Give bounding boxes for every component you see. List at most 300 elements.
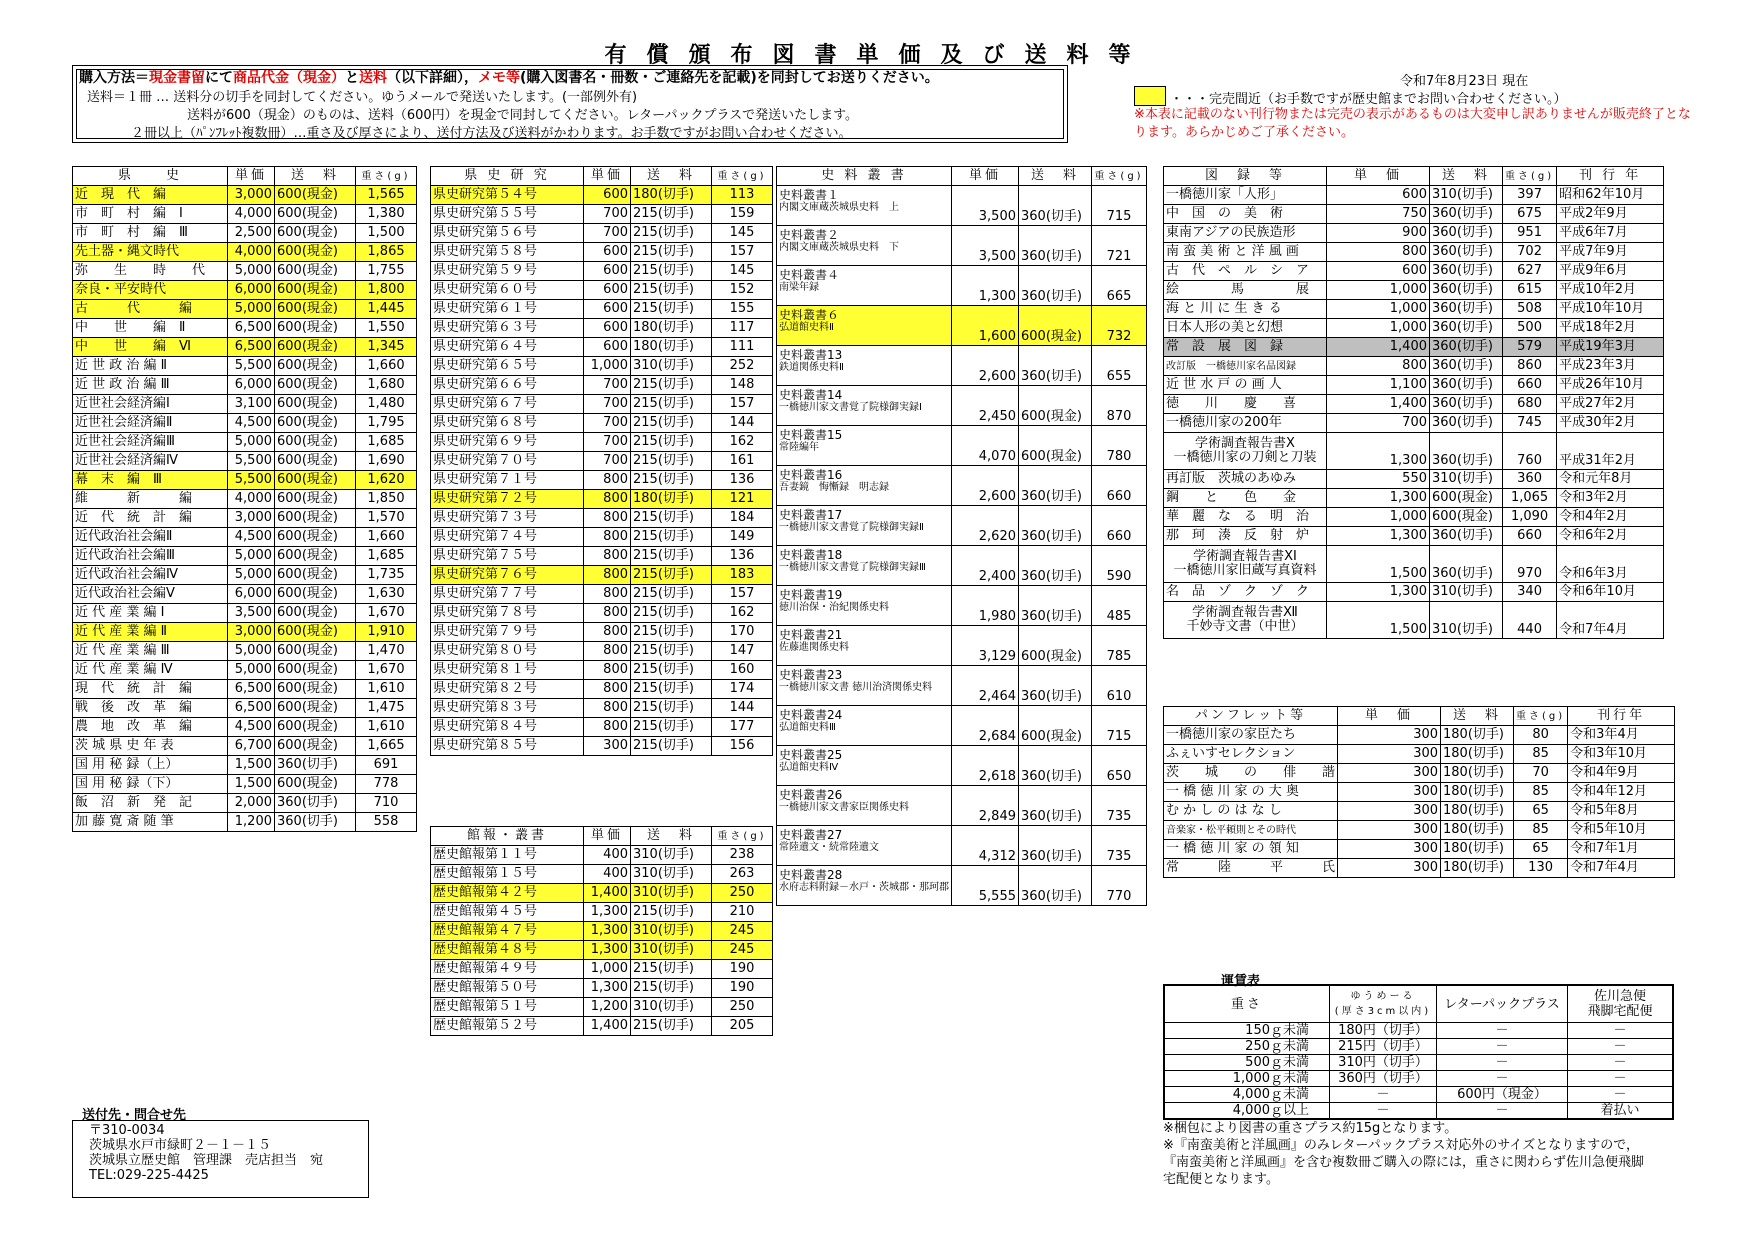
weight: 113 — [712, 186, 773, 205]
shipping-fee: 600(現金) — [275, 319, 356, 338]
weight: 159 — [712, 205, 773, 224]
table-row — [431, 941, 773, 960]
weight: 145 — [712, 262, 773, 281]
table-row — [777, 706, 1147, 746]
shipping-fee: 360(切手) — [1430, 433, 1503, 470]
item-name: 近 代 統 計 編 — [73, 509, 228, 528]
shipping-fee: 215(切手) — [631, 224, 712, 243]
weight: 440 — [1503, 602, 1557, 639]
item-name: 歴史館報第４８号 — [431, 941, 584, 960]
column-header: 送 料 — [275, 167, 356, 186]
unit-price: 5,500 — [228, 471, 275, 490]
unit-price: 6,500 — [228, 338, 275, 357]
shipping-fee: 360(切手) — [1019, 786, 1092, 826]
sagawa-fee: 着払い — [1568, 1103, 1674, 1120]
shipping-fee: 215(切手) — [631, 300, 712, 319]
table-row — [1164, 1039, 1673, 1055]
weight: 1,565 — [356, 186, 417, 205]
unit-price: 1,500 — [228, 775, 275, 794]
shipping-fee: 215(切手) — [631, 903, 712, 922]
table-row — [431, 585, 773, 604]
item-name: 県史研究第６７号 — [431, 395, 584, 414]
item-name — [777, 186, 952, 226]
item-name: 近代政治社会編Ⅴ — [73, 585, 228, 604]
shipping-fee: 600(現金) — [275, 338, 356, 357]
shipping-fee: 215(切手) — [631, 547, 712, 566]
item-name: 華 麗 な る 明 治 — [1164, 508, 1327, 527]
table-row — [73, 490, 417, 509]
weight: 130 — [1514, 859, 1568, 878]
item-name: 歴史館報第４９号 — [431, 960, 584, 979]
table-row — [1164, 583, 1664, 602]
table-row — [777, 426, 1147, 466]
shipping-fee: 600(現金) — [275, 718, 356, 737]
header-line: ゆうめーる — [1350, 991, 1416, 1002]
discontinued-note: ※本表に記載のない刊行物または完売の表示があるものは大変申し訳ありませんが販売終了となります。あらかじめご了承ください。 — [1134, 107, 1691, 140]
table-row — [1164, 1071, 1673, 1087]
unit-price: 1,980 — [952, 586, 1019, 626]
table-row — [1164, 783, 1675, 802]
table-row — [73, 680, 417, 699]
weight: 710 — [356, 794, 417, 813]
unit-price: 1,000 — [584, 960, 631, 979]
series-number: 史料叢書４ — [779, 268, 840, 282]
unit-price: 600 — [584, 281, 631, 300]
publish-date: 昭和62年10月 — [1557, 186, 1664, 205]
item-name — [777, 626, 952, 666]
weight: 951 — [1503, 224, 1557, 243]
weight-range: 4,000ｇ以上 — [1164, 1103, 1330, 1120]
unit-price: 700 — [584, 452, 631, 471]
item-name — [777, 706, 952, 746]
series-subtitle: 弘道館史料Ⅳ — [779, 762, 839, 773]
item-name: 国 用 秘 録（上） — [73, 756, 228, 775]
purchase-method-part: （以下詳細）， — [387, 70, 478, 86]
shipping-fee: 600(現金) — [1019, 706, 1092, 746]
item-name: 一 橋 徳 川 家 の 領 知 — [1164, 840, 1338, 859]
unit-price: 300 — [584, 737, 631, 756]
publish-date: 平成18年2月 — [1557, 319, 1664, 338]
item-name: 市 町 村 編 Ⅲ — [73, 224, 228, 243]
unit-price: 600 — [584, 338, 631, 357]
freight-table — [1163, 984, 1674, 1120]
table-row — [777, 266, 1147, 306]
weight: 1,610 — [356, 718, 417, 737]
table-row — [431, 205, 773, 224]
shipping-fee: 360(切手) — [1430, 357, 1503, 376]
shipping-fee: 600(現金) — [275, 224, 356, 243]
purchase-method-part: にて — [205, 70, 233, 86]
item-name — [777, 306, 952, 346]
unit-price: 400 — [584, 846, 631, 865]
shipping-fee: 600(現金) — [275, 357, 356, 376]
publish-date: 令和5年8月 — [1568, 802, 1675, 821]
weight: 1,670 — [356, 661, 417, 680]
unit-price: 2,849 — [952, 786, 1019, 826]
legend-text: ・・・完売間近（お手数ですが歴史館までお問い合わせください。） — [1170, 92, 1567, 107]
purchase-method-part: メモ等 — [478, 70, 520, 86]
series-number: 史料叢書24 — [779, 708, 843, 722]
item-name — [777, 386, 952, 426]
unit-price: 3,100 — [228, 395, 275, 414]
item-name — [777, 506, 952, 546]
weight: 732 — [1092, 306, 1147, 346]
yumail-fee: － — [1330, 1103, 1437, 1120]
shipping-fee: 600(現金) — [275, 604, 356, 623]
weight: 1,610 — [356, 680, 417, 699]
column-header: 送 料 — [1441, 707, 1514, 726]
as-of-date: 令和7年8月23日 現在 — [1400, 74, 1529, 89]
series-number: 史料叢書26 — [779, 788, 843, 802]
item-name: 県史研究第８２号 — [431, 680, 584, 699]
weight: 660 — [1092, 506, 1147, 546]
weight: 121 — [712, 490, 773, 509]
kanpo-table — [430, 826, 773, 1036]
item-name — [777, 466, 952, 506]
column-header: 単 価 — [1338, 707, 1441, 726]
unit-price: 300 — [1338, 783, 1441, 802]
weight: 1,795 — [356, 414, 417, 433]
unit-price: 6,000 — [228, 376, 275, 395]
letterpack-fee: － — [1437, 1023, 1568, 1039]
unit-price: 2,464 — [952, 666, 1019, 706]
publish-date: 令和7年4月 — [1557, 602, 1664, 639]
table-row — [1164, 395, 1664, 414]
item-name: 近代政治社会編Ⅳ — [73, 566, 228, 585]
table-row — [73, 186, 417, 205]
unit-price: 1,300 — [1327, 583, 1430, 602]
unit-price: 300 — [1338, 726, 1441, 745]
shipping-fee: 180(切手) — [1441, 745, 1514, 764]
table-row — [777, 386, 1147, 426]
unit-price: 3,000 — [228, 509, 275, 528]
table-row — [431, 224, 773, 243]
item-name: 先土器・縄文時代 — [73, 243, 228, 262]
unit-price: 4,500 — [228, 414, 275, 433]
shipping-fee: 180(切手) — [1441, 821, 1514, 840]
table-row — [431, 623, 773, 642]
contact-box — [72, 1120, 369, 1198]
shipping-fee: 600(現金) — [1019, 306, 1092, 346]
weight: 360 — [1503, 470, 1557, 489]
table-row — [431, 243, 773, 262]
yumail-fee: 180円（切手） — [1330, 1023, 1437, 1039]
weight: 177 — [712, 718, 773, 737]
purchase-notice — [72, 65, 1068, 143]
item-name: 近 代 産 業 編 Ⅳ — [73, 661, 228, 680]
weight-range: 4,000ｇ未満 — [1164, 1087, 1330, 1103]
table-row — [431, 642, 773, 661]
shipping-fee: 180(切手) — [631, 319, 712, 338]
shipping-fee: 360(切手) — [1430, 205, 1503, 224]
table-row — [1164, 745, 1675, 764]
item-name — [777, 546, 952, 586]
item-name: 常 設 展 図 録 — [1164, 338, 1327, 357]
series-subtitle: 佐藤進関係史料 — [779, 642, 849, 653]
weight: 660 — [1503, 376, 1557, 395]
sagawa-fee: － — [1568, 1087, 1674, 1103]
column-header: 重さ(g) — [1503, 167, 1557, 186]
table-row — [73, 794, 417, 813]
table-row — [431, 509, 773, 528]
item-name: 戦 後 改 革 編 — [73, 699, 228, 718]
table-row — [777, 466, 1147, 506]
shipping-fee: 600(現金) — [1430, 489, 1503, 508]
weight: 1,755 — [356, 262, 417, 281]
unit-price: 800 — [584, 490, 631, 509]
table-row — [1164, 357, 1664, 376]
shipping-fee: 215(切手) — [631, 528, 712, 547]
unit-price: 800 — [584, 547, 631, 566]
table-row — [1164, 414, 1664, 433]
weight: 702 — [1503, 243, 1557, 262]
series-subtitle: 一橋徳川家文書覚了院様御実録Ⅱ — [779, 522, 924, 533]
shipping-fee: 600(現金) — [275, 509, 356, 528]
unit-price: 700 — [584, 224, 631, 243]
table-row — [777, 346, 1147, 386]
table-row — [777, 666, 1147, 706]
weight: 144 — [712, 414, 773, 433]
shipping-fee: 360(切手) — [275, 756, 356, 775]
shipping-fee: 600(現金) — [275, 262, 356, 281]
table-row — [73, 281, 417, 300]
unit-price: 1,500 — [1327, 602, 1430, 639]
item-name — [1164, 602, 1327, 639]
shipping-fee: 180(切手) — [1441, 840, 1514, 859]
shipping-fee: 180(切手) — [631, 490, 712, 509]
series-number: 史料叢書14 — [779, 388, 843, 402]
address: 茨城県水戸市緑町２－１－１５ — [89, 1138, 272, 1153]
series-subtitle: 南梁年録 — [779, 282, 819, 293]
table-row — [73, 566, 417, 585]
unit-price: 1,000 — [1327, 319, 1430, 338]
shipping-fee: 360(切手) — [1019, 826, 1092, 866]
column-header: 単価 — [584, 827, 631, 846]
table-row — [73, 338, 417, 357]
unit-price: 2,400 — [952, 546, 1019, 586]
weight: 1,685 — [356, 433, 417, 452]
weight: 778 — [356, 775, 417, 794]
table-row — [1164, 186, 1664, 205]
series-number: 史料叢書23 — [779, 668, 843, 682]
weight: 1,065 — [1503, 489, 1557, 508]
table-row — [777, 786, 1147, 826]
unit-price: 1,000 — [1327, 281, 1430, 300]
header-line: (厚さ3cm以内) — [1334, 1006, 1432, 1017]
table-row — [1164, 319, 1664, 338]
table-row — [777, 506, 1147, 546]
phone: TEL:029-225-4425 — [89, 1168, 209, 1183]
kenshi-table — [72, 166, 417, 832]
series-number: 史料叢書１ — [779, 188, 840, 202]
shipping-fee: 360(切手) — [1019, 586, 1092, 626]
table-row — [431, 922, 773, 941]
series-subtitle: 弘道館史料Ⅱ — [779, 322, 834, 333]
table-row — [73, 262, 417, 281]
item-name: 徳 川 慶 喜 — [1164, 395, 1327, 414]
column-header: 史 料 叢 書 — [777, 167, 952, 186]
unit-price: 700 — [584, 205, 631, 224]
weight: 1,480 — [356, 395, 417, 414]
item-name: 近 代 産 業 編 Ⅱ — [73, 623, 228, 642]
zuroku-table — [1163, 166, 1664, 639]
item-name: 一橋徳川家の家臣たち — [1164, 726, 1338, 745]
unit-price: 5,000 — [228, 300, 275, 319]
shipping-fee: 600(現金) — [275, 452, 356, 471]
publish-date: 令和6年3月 — [1557, 546, 1664, 583]
weight: 70 — [1514, 764, 1568, 783]
table-row — [431, 865, 773, 884]
item-name-line1: 学術調査報告書XI — [1193, 549, 1297, 564]
table-row — [73, 661, 417, 680]
item-name: 歴史館報第５１号 — [431, 998, 584, 1017]
shipping-fee: 600(現金) — [275, 528, 356, 547]
column-header: 刊行年 — [1568, 707, 1675, 726]
shipping-fee: 600(現金) — [275, 300, 356, 319]
unit-price: 2,684 — [952, 706, 1019, 746]
table-row — [73, 509, 417, 528]
column-header: 送 料 — [1019, 167, 1092, 186]
shipping-fee: 600(現金) — [1019, 386, 1092, 426]
item-name: 一 橋 徳 川 家 の 大 奥 — [1164, 783, 1338, 802]
item-name: 市 町 村 編 Ⅰ — [73, 205, 228, 224]
shipping-fee: 360(切手) — [1019, 466, 1092, 506]
shipping-fee: 360(切手) — [1430, 338, 1503, 357]
item-name: 県史研究第７３号 — [431, 509, 584, 528]
table-row — [431, 300, 773, 319]
column-header: 重さ(g) — [712, 827, 773, 846]
weight: 117 — [712, 319, 773, 338]
item-name: 古 代 編 — [73, 300, 228, 319]
table-row — [1164, 470, 1664, 489]
shipping-fee: 600(現金) — [275, 661, 356, 680]
purchase-method-part: (購入図書名・冊数・ご連絡先を記載)を同封してお送りください。 — [520, 70, 939, 86]
shipping-multiple: ２冊以上（ﾊﾟﾝﾌﾚｯﾄ複数冊）…重さ及び厚さにより、送付方法及び送料がかわります。お手数ですがお問い合わせください。 — [131, 126, 852, 141]
shipping-fee: 600(現金) — [275, 737, 356, 756]
unit-price: 700 — [584, 395, 631, 414]
unit-price: 800 — [584, 585, 631, 604]
weight: 144 — [712, 699, 773, 718]
item-name: 近世社会経済編Ⅳ — [73, 452, 228, 471]
publish-date: 平成19年3月 — [1557, 338, 1664, 357]
unit-price: 6,500 — [228, 680, 275, 699]
unit-price: 6,500 — [228, 699, 275, 718]
series-number: 史料叢書28 — [779, 868, 843, 882]
letterpack-fee: － — [1437, 1103, 1568, 1120]
item-name: 加 藤 寛 斎 随 筆 — [73, 813, 228, 832]
table-row — [431, 357, 773, 376]
unit-price: 800 — [584, 680, 631, 699]
unit-price: 4,500 — [228, 718, 275, 737]
freight-table-title: 運賃表 — [1221, 974, 1261, 989]
unit-price: 1,300 — [584, 903, 631, 922]
shipping-fee: 360(切手) — [1019, 546, 1092, 586]
shipping-fee: 215(切手) — [631, 566, 712, 585]
unit-price: 5,000 — [228, 566, 275, 585]
weight: 615 — [1503, 281, 1557, 300]
shipping-fee: 215(切手) — [631, 1017, 712, 1036]
column-header: 重さ(g) — [1514, 707, 1568, 726]
weight: 65 — [1514, 802, 1568, 821]
yumail-fee: 360円（切手） — [1330, 1071, 1437, 1087]
weight: 80 — [1514, 726, 1568, 745]
item-name: 絵 馬 展 — [1164, 281, 1327, 300]
shipping-fee: 180(切手) — [631, 186, 712, 205]
shipping-fee: 310(切手) — [631, 357, 712, 376]
legend-swatch — [1134, 86, 1166, 106]
item-name: 県史研究第５９号 — [431, 262, 584, 281]
table-row — [1164, 726, 1675, 745]
item-name: 県史研究第６３号 — [431, 319, 584, 338]
table-row — [431, 471, 773, 490]
publish-date: 平成9年6月 — [1557, 262, 1664, 281]
shipping-fee: 310(切手) — [1430, 186, 1503, 205]
unit-price: 1,400 — [584, 1017, 631, 1036]
table-row — [777, 746, 1147, 786]
weight: 85 — [1514, 783, 1568, 802]
weight: 1,865 — [356, 243, 417, 262]
weight: 111 — [712, 338, 773, 357]
item-name: 歴史館報第１１号 — [431, 846, 584, 865]
table-row — [431, 186, 773, 205]
unit-price: 1,000 — [1327, 508, 1430, 527]
weight: 508 — [1503, 300, 1557, 319]
table-row — [777, 866, 1147, 906]
unit-price: 1,000 — [1327, 300, 1430, 319]
weight: 252 — [712, 357, 773, 376]
item-name: 中 世 編 Ⅵ — [73, 338, 228, 357]
publish-date: 令和5年10月 — [1568, 821, 1675, 840]
weight: 1,380 — [356, 205, 417, 224]
publish-date: 令和3年4月 — [1568, 726, 1675, 745]
freight-note: ※梱包により図書の重さプラス約15gとなります。 — [1163, 1121, 1458, 1136]
series-subtitle: 常陸編年 — [779, 442, 819, 453]
item-name: 近 世 政 治 編 Ⅲ — [73, 376, 228, 395]
item-name — [777, 426, 952, 466]
unit-price: 300 — [1338, 859, 1441, 878]
item-name: 海 と 川 に 生 き る — [1164, 300, 1327, 319]
publish-date: 平成10年10月 — [1557, 300, 1664, 319]
item-name: 中 世 編 Ⅱ — [73, 319, 228, 338]
publish-date: 令和6年10月 — [1557, 583, 1664, 602]
table-row — [73, 224, 417, 243]
unit-price: 800 — [584, 566, 631, 585]
table-row — [431, 452, 773, 471]
page-title: 有償頒布図書単価及び送料等 — [604, 43, 1151, 68]
shipping-fee: 215(切手) — [631, 661, 712, 680]
weight: 1,475 — [356, 699, 417, 718]
unit-price: 5,000 — [228, 547, 275, 566]
unit-price: 3,500 — [228, 604, 275, 623]
item-name: 維 新 編 — [73, 490, 228, 509]
table-row — [1164, 1087, 1673, 1103]
weight: 1,670 — [356, 604, 417, 623]
table-row — [431, 547, 773, 566]
unit-price: 600 — [584, 243, 631, 262]
unit-price: 800 — [1327, 243, 1430, 262]
series-number: 史料叢書15 — [779, 428, 843, 442]
table-row — [73, 699, 417, 718]
purchase-method-part: 購入方法＝ — [79, 70, 149, 86]
weight: 735 — [1092, 786, 1147, 826]
unit-price: 5,000 — [228, 433, 275, 452]
unit-price: 600 — [584, 262, 631, 281]
item-name: 農 地 改 革 編 — [73, 718, 228, 737]
weight: 397 — [1503, 186, 1557, 205]
weight: 610 — [1092, 666, 1147, 706]
contact-title: 送付先・問合せ先 — [82, 1108, 187, 1123]
item-name: 歴史館報第５２号 — [431, 1017, 584, 1036]
